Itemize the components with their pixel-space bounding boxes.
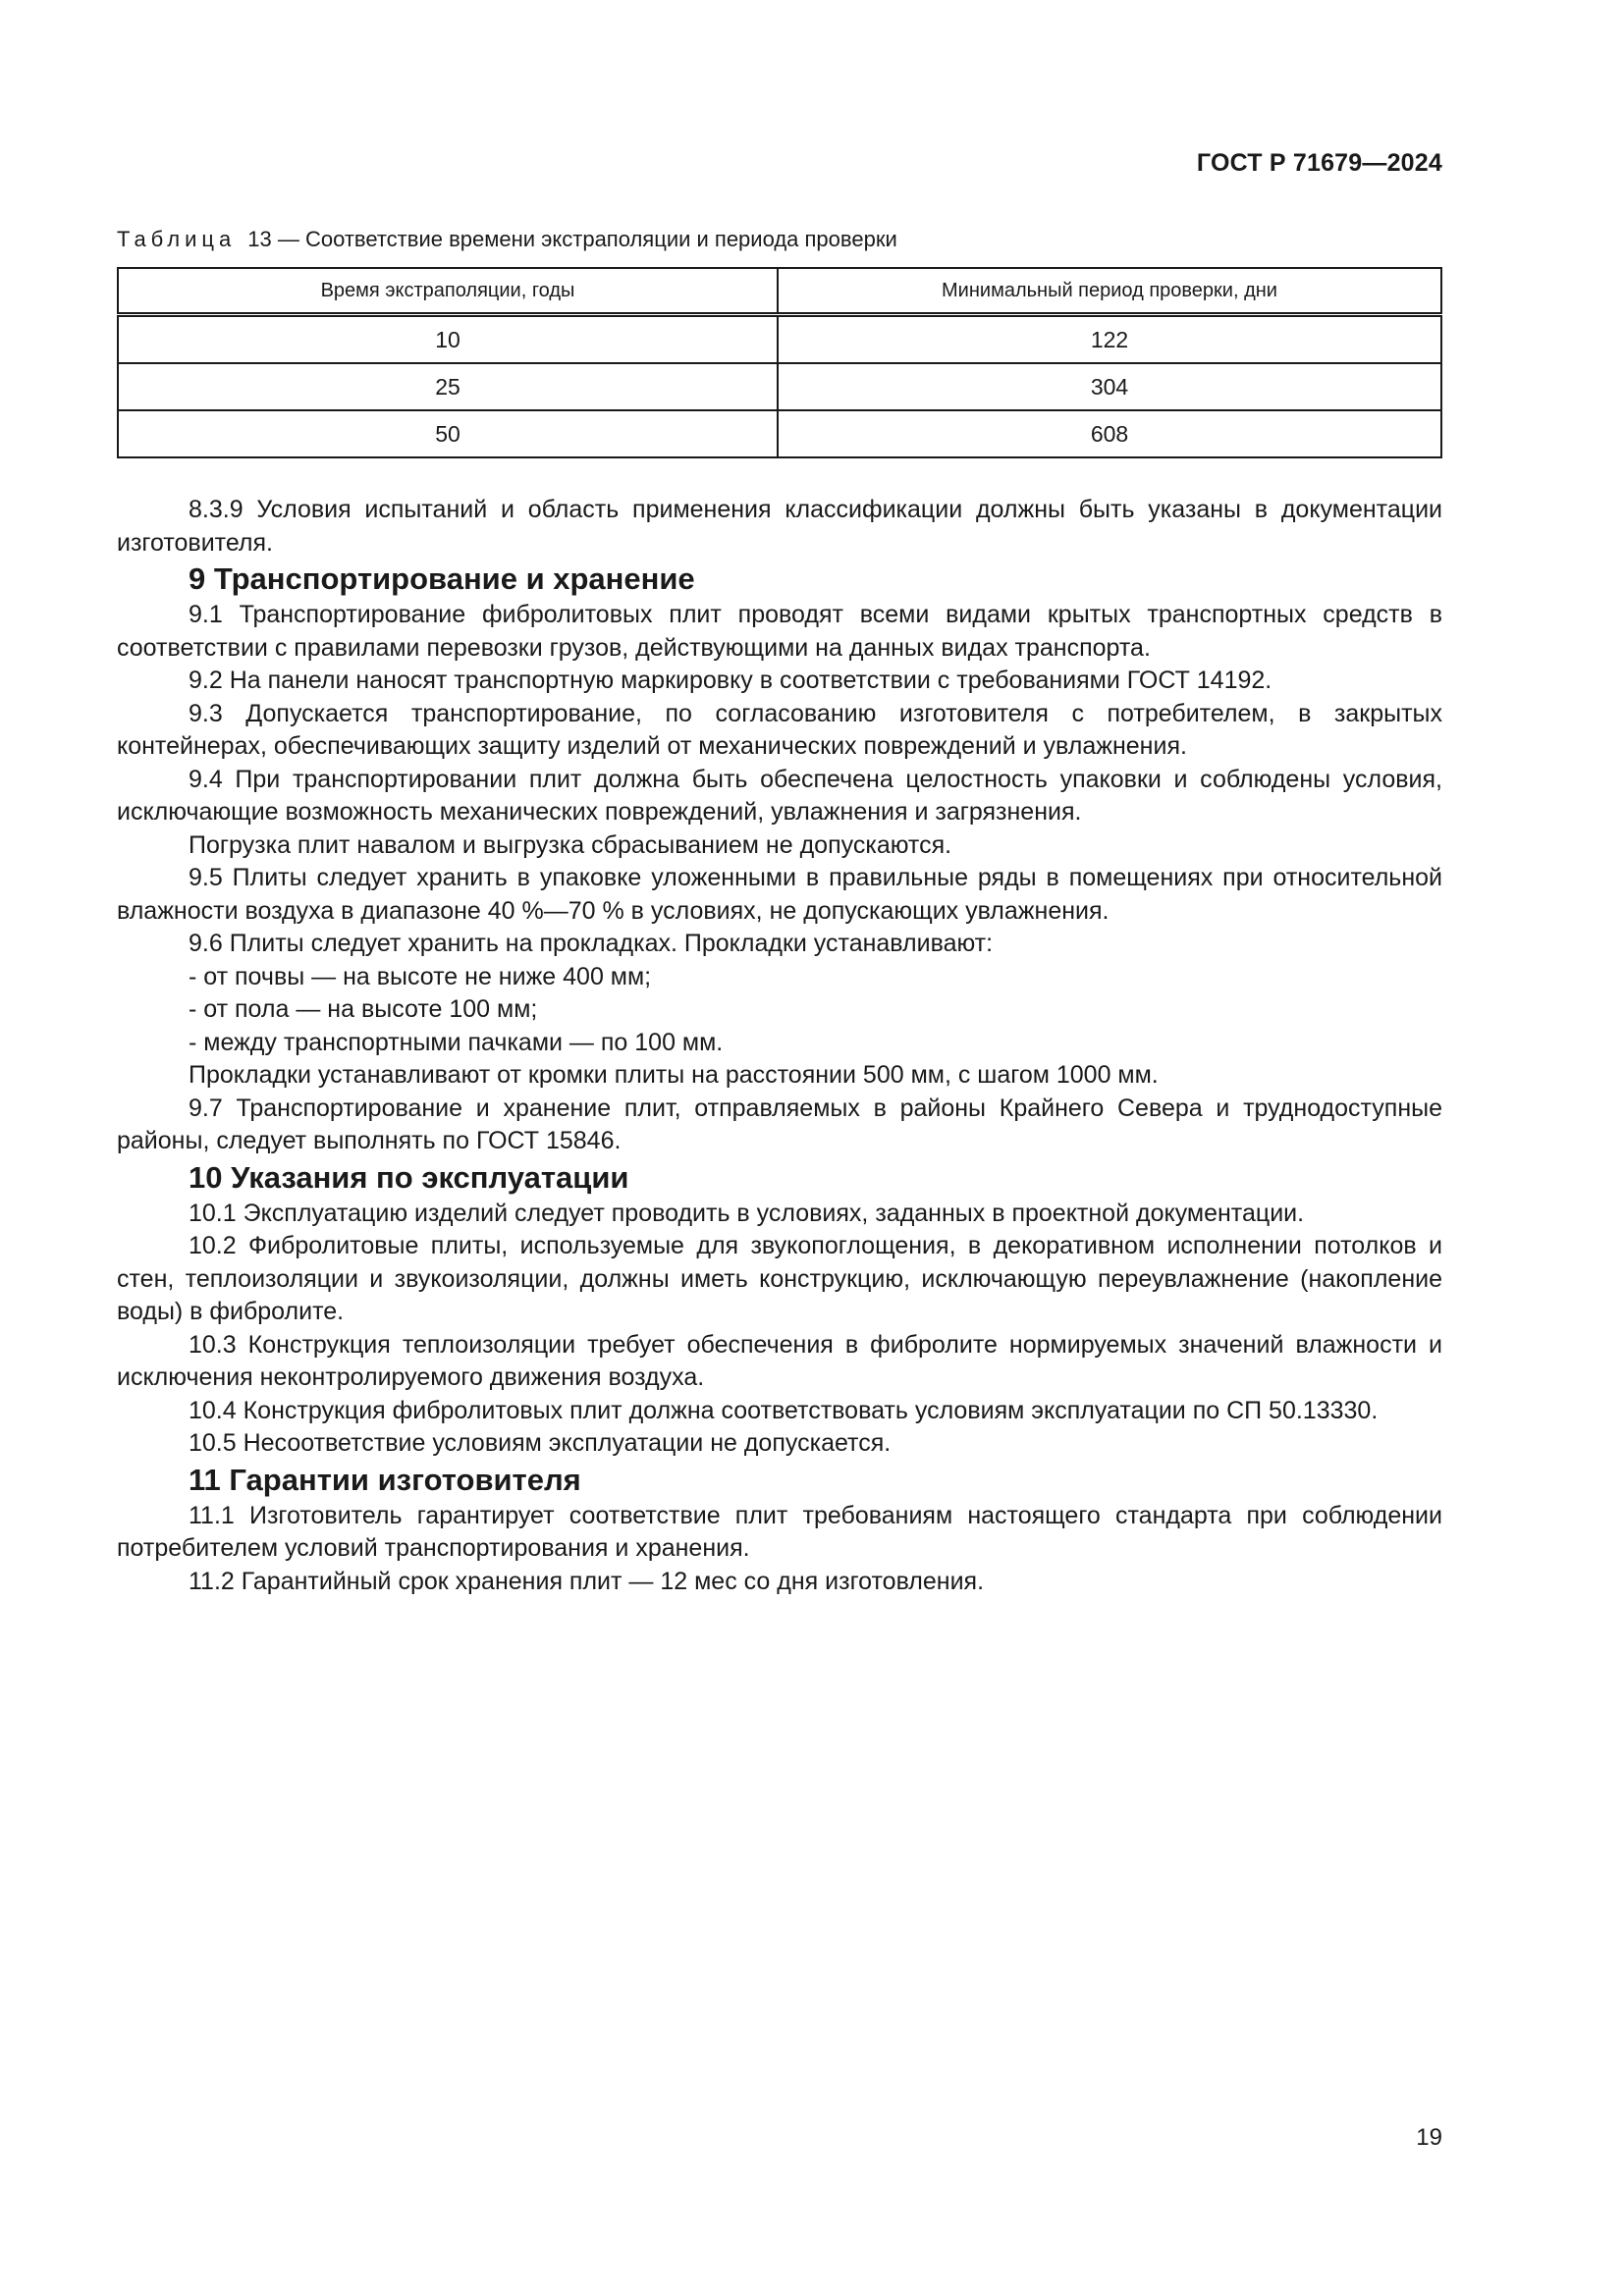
list-item: - от почвы — на высоте не ниже 400 мм; — [189, 962, 652, 990]
section-11-body — [117, 1500, 1442, 1599]
paragraph: 9.5 Плиты следует хранить в упаковке уложенными в правильные ряды в помещениях при относительной влажности воздуха в диапазоне 40 %—70 % в условиях, не допускающих увлажнения. — [117, 864, 1442, 925]
table-header-cell: Время экстраполяции, годы — [118, 268, 778, 315]
extrapolation-table — [117, 267, 1442, 458]
table-header-cell: Минимальный период проверки, дни — [778, 268, 1441, 315]
paragraph: 9.4 При транспортировании плит должна быть обеспечена целостность упаковки и соблюдены условия, исключающие возможность механических повреждений, увлажнения и загрязнения. — [117, 765, 1442, 826]
page-content — [117, 226, 1442, 1598]
list-item: - от пола — на высоте 100 мм; — [189, 995, 538, 1023]
table-row — [118, 410, 1441, 457]
table-cell: 122 — [778, 315, 1441, 364]
section-9-body — [117, 599, 1442, 1158]
table-cell: 50 — [118, 410, 778, 457]
table-header-row — [118, 268, 1441, 315]
paragraph: 11.2 Гарантийный срок хранения плит — 12 мес со дня изготовления. — [189, 1567, 985, 1595]
table-cell: 25 — [118, 363, 778, 410]
table-cell: 608 — [778, 410, 1441, 457]
table-cell: 304 — [778, 363, 1441, 410]
paragraph: 9.6 Плиты следует хранить на прокладках. Прокладки устанавливают: — [189, 930, 994, 957]
table-cell: 10 — [118, 315, 778, 364]
paragraph: 10.5 Несоответствие условиям эксплуатации не допускается. — [189, 1429, 892, 1457]
paragraph: 9.1 Транспортирование фибролитовых плит проводят всеми видами крытых транспортных средств в соответствии с правилами перевозки грузов, действующими на данных видах транспорта. — [117, 601, 1442, 662]
table-caption-title: 13 — Соответствие времени экстраполяции и периода проверки — [247, 227, 897, 251]
paragraph: 10.4 Конструкция фибролитовых плит должна соответствовать условиям эксплуатации по СП 50.13330. — [189, 1396, 1379, 1424]
paragraph: Погрузка плит навалом и выгрузка сбрасыванием не допускаются. — [189, 830, 952, 859]
section-10-heading: 10 Указания по эксплуатации — [189, 1159, 629, 1195]
table-caption-label: Таблица — [117, 227, 237, 251]
paragraph: 9.7 Транспортирование и хранение плит, отправляемых в районы Крайнего Севера и труднодоступные районы, следует выполнять по ГОСТ 15846. — [117, 1094, 1442, 1154]
section-11-heading: 11 Гарантии изготовителя — [189, 1462, 581, 1497]
document-code: ГОСТ Р 71679—2024 — [1196, 149, 1442, 177]
paragraph: Прокладки устанавливают от кромки плиты на расстоянии 500 мм, с шагом 1000 мм. — [189, 1061, 1159, 1089]
page-number: 19 — [1416, 2124, 1442, 2151]
paragraph: 9.3 Допускается транспортирование, по согласованию изготовителя с потребителем, в закрытых контейнерах, обеспечивающих защиту изделий от механических повреждений и увлажнения. — [117, 699, 1442, 760]
paragraph: 11.1 Изготовитель гарантирует соответствие плит требованиям настоящего стандарта при соблюдении потребителем условий транспортирования и хранения. — [117, 1501, 1442, 1562]
paragraph: 10.2 Фибролитовые плиты, используемые для звукопоглощения, в декоративном исполнении потолков и стен, теплоизоляции и звукоизоляции, должны иметь конструкцию, исключающую переувлажнение (накопление воды) в фибролите. — [117, 1232, 1442, 1325]
table-row — [118, 315, 1441, 364]
clause-8-3-9 — [117, 494, 1442, 560]
section-10-body — [117, 1198, 1442, 1461]
paragraph: 10.1 Эксплуатацию изделий следует проводить в условиях, заданных в проектной документации. — [189, 1199, 1305, 1227]
table-row — [118, 363, 1441, 410]
list-item: - между транспортными пачками — по 100 мм. — [189, 1028, 724, 1056]
paragraph: 10.3 Конструкция теплоизоляции требует обеспечения в фибролите нормируемых значений влажности и исключения неконтролируемого движения воздуха. — [117, 1330, 1442, 1391]
paragraph: 8.3.9 Условия испытаний и область применения классификации должны быть указаны в документации изготовителя. — [117, 496, 1442, 557]
section-9-heading: 9 Транспортирование и хранение — [189, 561, 695, 596]
table-caption — [117, 226, 1442, 253]
paragraph: 9.2 На панели наносят транспортную маркировку в соответствии с требованиями ГОСТ 14192. — [189, 667, 1272, 694]
